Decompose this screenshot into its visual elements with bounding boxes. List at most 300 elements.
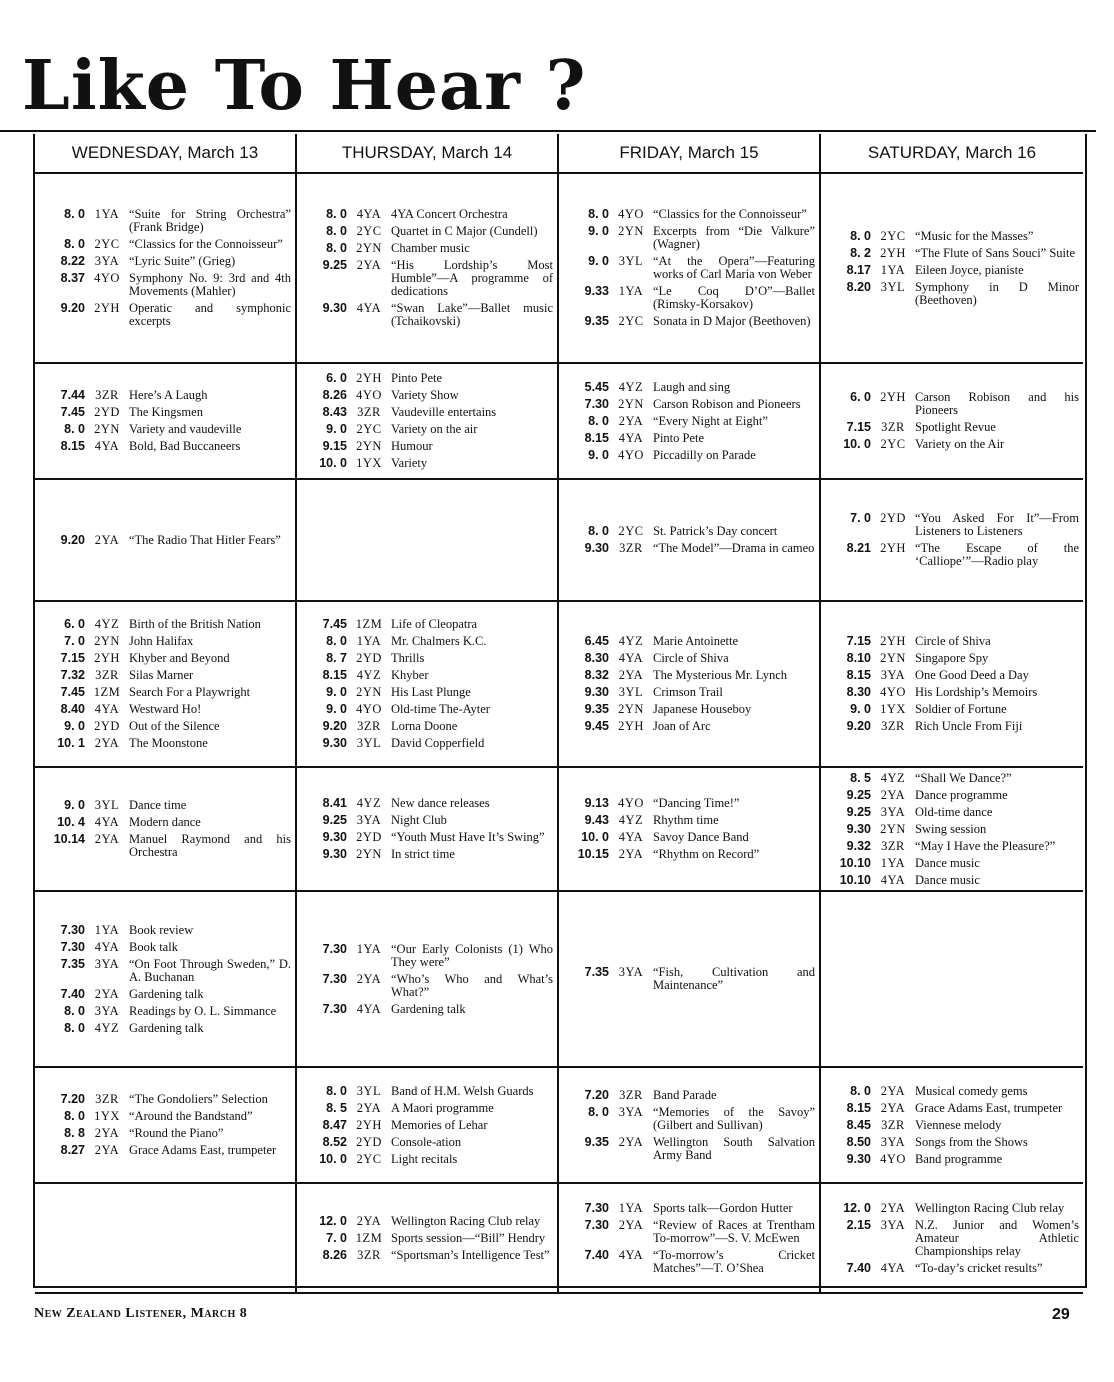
- programme-programme: Dance music: [915, 872, 980, 887]
- programme-entry: [41, 423, 291, 436]
- programme-entry: [303, 423, 553, 436]
- programme-time: 9.32: [846, 838, 871, 853]
- programme-entry: [565, 225, 815, 251]
- programme-time: 10. 1: [57, 736, 85, 750]
- programme-station: 2YH: [94, 301, 120, 315]
- programme-entry: [827, 789, 1079, 802]
- programme-time: 7.45: [322, 617, 347, 631]
- programme-entry: [41, 703, 291, 716]
- programme-entry: [827, 669, 1079, 682]
- programme-programme: “Sportsman’s Intelligence Test”: [391, 1247, 550, 1262]
- programme-entry: [41, 816, 291, 829]
- programme-time: 8.20: [846, 279, 871, 294]
- programme-programme: Swing session: [915, 821, 987, 836]
- programme-entry: [827, 247, 1079, 260]
- programme-station: 4YA: [356, 207, 382, 221]
- programme-station: 2YN: [94, 634, 120, 648]
- programme-station: 4YA: [880, 872, 906, 887]
- programme-entry: [827, 1102, 1079, 1115]
- programme-time: 7.15: [846, 634, 871, 648]
- programme-station: 2YC: [880, 228, 906, 243]
- programme-programme: “Classics for the Connoisseur”: [129, 237, 283, 251]
- programme-station: 4YA: [618, 1247, 644, 1262]
- programme-programme: Readings by O. L. Simmance: [129, 1003, 277, 1018]
- programme-programme: “At the Opera”—Featuring works of Carl Maria von Weber: [653, 254, 815, 281]
- schedule-cell: [821, 1184, 1083, 1294]
- programme-station: 4YO: [94, 271, 120, 285]
- programme-time: 8.27: [60, 1143, 85, 1157]
- programme-station: 1YX: [880, 702, 906, 716]
- programme-time: 9.25: [846, 787, 871, 802]
- programme-entry: [41, 406, 291, 419]
- programme-entry: [41, 635, 291, 648]
- programme-programme: “To-morrow’s Cricket Matches”—T. O’Shea: [653, 1247, 815, 1275]
- programme-programme: Westward Ho!: [129, 702, 202, 716]
- programme-programme: “Our Early Colonists (1) Who They were”: [391, 941, 553, 969]
- programme-time: 9.13: [584, 796, 609, 810]
- programme-entry: [303, 1102, 553, 1115]
- programme-entry: [41, 302, 291, 328]
- programme-entry: [303, 1136, 553, 1149]
- programme-programme: Circle of Shiva: [915, 634, 991, 648]
- programme-station: 3YL: [94, 798, 120, 812]
- programme-entry: [303, 457, 553, 470]
- programme-time: 8. 0: [326, 1083, 347, 1098]
- programme-entry: [827, 438, 1079, 451]
- programme-time: 8. 0: [64, 1109, 85, 1123]
- programme-station: 4YZ: [356, 796, 382, 810]
- programme-time: 8.10: [846, 651, 871, 665]
- programme-station: 3YA: [880, 804, 906, 819]
- programme-entry: [41, 652, 291, 665]
- programme-station: 2YA: [356, 1213, 382, 1228]
- programme-time: 8.17: [846, 262, 871, 277]
- programme-time: 8.15: [322, 668, 347, 682]
- programme-time: 8. 0: [588, 1104, 609, 1119]
- programme-station: 4YZ: [94, 617, 120, 631]
- programme-time: 12. 0: [319, 1213, 347, 1228]
- programme-entry: [827, 703, 1079, 716]
- programme-time: 8.22: [60, 254, 85, 268]
- programme-time: 9. 0: [326, 702, 347, 716]
- programme-programme: Variety Show: [391, 388, 459, 402]
- programme-programme: Sports session—“Bill” Hendry: [391, 1230, 546, 1245]
- programme-station: 1YA: [356, 634, 382, 648]
- programme-programme: “The Escape of the ‘Calliope’”—Radio play: [915, 541, 1079, 568]
- programme-time: 9.43: [584, 813, 609, 827]
- programme-programme: “The Model”—Drama in cameo: [653, 541, 815, 555]
- programme-entry: [565, 398, 815, 411]
- programme-station: 1ZM: [355, 617, 383, 631]
- programme-station: 2YC: [618, 314, 644, 328]
- programme-station: 2YH: [880, 634, 906, 648]
- programme-time: 7.30: [322, 941, 347, 956]
- programme-station: 1ZM: [355, 1230, 383, 1245]
- programme-time: 7. 0: [64, 634, 85, 648]
- programme-station: 2YA: [94, 1126, 120, 1140]
- programme-station: 2YA: [356, 971, 382, 986]
- programme-time: 8. 0: [64, 1003, 85, 1018]
- programme-programme: Variety and vaudeville: [129, 422, 242, 436]
- programme-station: 3YA: [94, 956, 120, 971]
- programme-programme: Life of Cleopatra: [391, 617, 478, 631]
- programme-entry: [827, 281, 1079, 307]
- programme-programme: The Mysterious Mr. Lynch: [653, 668, 788, 682]
- programme-station: 2YH: [880, 541, 906, 555]
- programme-programme: Pinto Pete: [391, 371, 443, 385]
- programme-station: 2YC: [356, 422, 382, 436]
- programme-programme: “Round the Piano”: [129, 1126, 224, 1140]
- programme-programme: Light recitals: [391, 1151, 458, 1166]
- schedule-cell: [821, 1068, 1083, 1184]
- programme-station: 2YH: [618, 719, 644, 733]
- programme-time: 7.20: [584, 1087, 609, 1102]
- programme-programme: Dance music: [915, 855, 980, 870]
- programme-time: 8.15: [60, 439, 85, 453]
- programme-programme: In strict time: [391, 847, 455, 861]
- programme-programme: Viennese melody: [915, 1117, 1002, 1132]
- programme-time: 9.20: [846, 719, 871, 733]
- programme-entry: [303, 1249, 553, 1262]
- programme-station: 4YO: [618, 447, 644, 462]
- programme-programme: Rich Uncle From Fiji: [915, 719, 1023, 733]
- programme-station: 4YA: [618, 651, 644, 665]
- programme-entry: [303, 406, 553, 419]
- programme-station: 2YA: [356, 258, 382, 272]
- programme-programme: “To-day’s cricket results”: [915, 1260, 1043, 1275]
- programme-entry: [827, 542, 1079, 568]
- day-header-wednesday: WEDNESDAY, March 13: [35, 134, 297, 174]
- programme-station: 4YA: [356, 1001, 382, 1016]
- programme-programme: Wellington Racing Club relay: [391, 1213, 541, 1228]
- programme-entry: [41, 255, 291, 268]
- programme-time: 9.35: [584, 1134, 609, 1149]
- programme-time: 9. 0: [588, 447, 609, 462]
- programme-station: 2YN: [94, 422, 120, 436]
- programme-time: 7.15: [846, 420, 871, 434]
- programme-time: 8.26: [322, 388, 347, 402]
- programme-entry: [303, 686, 553, 699]
- programme-programme: Birth of the British Nation: [129, 617, 261, 631]
- programme-entry: [303, 737, 553, 750]
- programme-station: 2YA: [618, 668, 644, 682]
- programme-station: 2YA: [618, 1134, 644, 1149]
- programme-entry: [41, 1144, 291, 1157]
- programme-station: 4YA: [356, 301, 382, 315]
- programme-programme: Crimson Trail: [653, 685, 723, 699]
- programme-programme: Gardening talk: [129, 1020, 204, 1035]
- programme-entry: [827, 1119, 1079, 1132]
- programme-time: 10. 0: [319, 456, 347, 470]
- programme-time: 9. 0: [588, 254, 609, 268]
- programme-entry: [565, 449, 815, 462]
- programme-entry: [41, 1005, 291, 1018]
- programme-programme: Old-time The-Ayter: [391, 702, 490, 716]
- programme-entry: [303, 618, 553, 631]
- programme-entry: [565, 255, 815, 281]
- programme-time: 8. 7: [326, 651, 347, 665]
- programme-time: 7.35: [584, 965, 609, 979]
- programme-time: 8.43: [322, 405, 347, 419]
- programme-entry: [41, 618, 291, 631]
- programme-time: 7.40: [584, 1247, 609, 1262]
- programme-station: 3YL: [356, 736, 382, 750]
- programme-programme: “Classics for the Connoisseur”: [653, 207, 807, 221]
- programme-station: 2YA: [94, 532, 120, 547]
- schedule-cell: [821, 768, 1083, 892]
- programme-station: 3YA: [618, 965, 644, 979]
- programme-entry: [41, 737, 291, 750]
- programme-station: 4YO: [618, 207, 644, 221]
- programme-station: 3YA: [356, 813, 382, 827]
- programme-programme: “His Lordship’s Most Humble”—A programme of dedications: [391, 258, 553, 298]
- programme-time: 8. 0: [850, 1083, 871, 1098]
- programme-entry: [303, 208, 553, 221]
- programme-entry: [41, 389, 291, 402]
- programme-station: 4YO: [356, 388, 382, 402]
- programme-entry: [827, 1202, 1079, 1215]
- day-header-saturday: SATURDAY, March 16: [821, 134, 1083, 174]
- programme-time: 8. 5: [850, 770, 871, 785]
- programme-station: 3ZR: [357, 405, 381, 419]
- programme-station: 4YZ: [618, 634, 644, 648]
- page-title: Like To Hear ?: [22, 46, 587, 126]
- programme-station: 3ZR: [357, 719, 381, 733]
- programme-programme: New dance releases: [391, 796, 490, 810]
- schedule-cell: [821, 364, 1083, 480]
- programme-station: 2YH: [94, 651, 120, 665]
- programme-station: 2YA: [618, 413, 644, 428]
- programme-time: 9.30: [846, 821, 871, 836]
- programme-entry: [827, 857, 1079, 870]
- programme-entry: [303, 1153, 553, 1166]
- schedule-cell: [559, 480, 821, 602]
- programme-entry: [41, 988, 291, 1001]
- programme-programme: Sports talk—Gordon Hutter: [653, 1200, 793, 1215]
- programme-programme: Circle of Shiva: [653, 651, 729, 665]
- programme-time: 9.20: [60, 301, 85, 315]
- programme-entry: [565, 831, 815, 844]
- programme-station: 3YA: [94, 1003, 120, 1018]
- programme-entry: [827, 652, 1079, 665]
- programme-programme: Band of H.M. Welsh Guards: [391, 1083, 534, 1098]
- programme-station: 4YZ: [94, 1020, 120, 1035]
- schedule-cell: [559, 1184, 821, 1294]
- programme-programme: Savoy Dance Band: [653, 830, 749, 844]
- programme-entry: [565, 415, 815, 428]
- programme-station: 2YN: [356, 241, 382, 255]
- programme-station: 2YN: [356, 439, 382, 453]
- programme-programme: “Suite for String Orchestra” (Frank Bridge): [129, 207, 291, 234]
- programme-programme: “Le Coq D’O”—Ballet (Rimsky-Korsakov): [653, 284, 815, 311]
- programme-programme: “Around the Bandstand”: [129, 1109, 253, 1123]
- programme-time: 8.30: [584, 651, 609, 665]
- programme-station: 1YA: [356, 941, 382, 956]
- programme-entry: [41, 1022, 291, 1035]
- programme-station: 4YA: [618, 430, 644, 445]
- schedule-cell: [297, 892, 559, 1068]
- programme-programme: Japanese Houseboy: [653, 702, 752, 716]
- programme-station: 3YL: [880, 279, 906, 294]
- programme-time: 7.30: [322, 1001, 347, 1016]
- programme-time: 8.45: [846, 1117, 871, 1132]
- programme-station: 4YZ: [618, 813, 644, 827]
- programme-station: 3ZR: [95, 668, 119, 682]
- schedule-cell: [297, 1184, 559, 1294]
- programme-time: 8. 0: [588, 413, 609, 428]
- programme-time: 6. 0: [326, 371, 347, 385]
- programme-time: 9.45: [584, 719, 609, 733]
- programme-station: 4YA: [94, 702, 120, 716]
- programme-time: 8. 0: [64, 237, 85, 251]
- programme-entry: [303, 831, 553, 844]
- programme-programme: “Every Night at Eight”: [653, 413, 768, 428]
- programme-station: 2YA: [880, 787, 906, 802]
- programme-entry: [303, 703, 553, 716]
- programme-time: 8.47: [322, 1117, 347, 1132]
- programme-time: 10. 0: [843, 437, 871, 451]
- programme-entry: [565, 720, 815, 733]
- programme-station: 3ZR: [619, 1087, 643, 1102]
- schedule-cell: [559, 768, 821, 892]
- programme-entry: [41, 1110, 291, 1123]
- programme-programme: “May I Have the Pleasure?”: [915, 838, 1056, 853]
- programme-entry: [303, 669, 553, 682]
- programme-station: 3YL: [356, 1083, 382, 1098]
- programme-station: 3ZR: [357, 1247, 381, 1262]
- programme-entry: [827, 635, 1079, 648]
- schedule-cell: [559, 1068, 821, 1184]
- programme-entry: [41, 1093, 291, 1106]
- programme-time: 7.30: [60, 922, 85, 937]
- programme-programme: His Last Plunge: [391, 685, 471, 699]
- programme-programme: Joan of Arc: [653, 719, 711, 733]
- programme-entry: [565, 432, 815, 445]
- programme-station: 4YA: [618, 830, 644, 844]
- programme-entry: [827, 512, 1079, 538]
- programme-programme: Soldier of Fortune: [915, 702, 1007, 716]
- programme-entry: [565, 797, 815, 810]
- programme-entry: [565, 1136, 815, 1162]
- programme-station: 2YA: [356, 1100, 382, 1115]
- programme-entry: [565, 525, 815, 538]
- programme-station: 2YA: [618, 1217, 644, 1232]
- programme-programme: Band Parade: [653, 1087, 717, 1102]
- programme-time: 9.25: [322, 813, 347, 827]
- programme-station: 2YD: [880, 511, 906, 525]
- programme-programme: Dance time: [129, 798, 187, 812]
- programme-station: 2YC: [880, 437, 906, 451]
- programme-station: 3ZR: [95, 388, 119, 402]
- programme-time: 8.26: [322, 1247, 347, 1262]
- programme-time: 9.15: [322, 439, 347, 453]
- programme-programme: Marie Antoinette: [653, 634, 739, 648]
- programme-programme: Carson Robison and Pioneers: [653, 396, 801, 411]
- schedule-cell: [559, 364, 821, 480]
- programme-entry: [565, 208, 815, 221]
- programme-station: 3YA: [94, 254, 120, 268]
- programme-station: 1YX: [356, 456, 382, 470]
- programme-entry: [827, 686, 1079, 699]
- page-number: 29: [1052, 1306, 1070, 1323]
- schedule-cell: [297, 480, 559, 602]
- programme-time: 8. 0: [326, 634, 347, 648]
- programme-programme: “Youth Must Have It’s Swing”: [391, 830, 545, 844]
- programme-entry: [303, 1232, 553, 1245]
- programme-entry: [303, 1003, 553, 1016]
- programme-station: 4YA: [94, 439, 120, 453]
- programme-entry: [303, 372, 553, 385]
- programme-time: 8. 0: [850, 228, 871, 243]
- programme-entry: [41, 924, 291, 937]
- programme-station: 2YN: [618, 396, 644, 411]
- programme-station: 2YC: [356, 224, 382, 238]
- programme-entry: [41, 799, 291, 812]
- schedule-cell: [35, 1184, 297, 1294]
- programme-time: 9. 0: [588, 224, 609, 238]
- programme-station: 1YX: [94, 1109, 120, 1123]
- programme-entry: [41, 1127, 291, 1140]
- programme-programme: Mr. Chalmers K.C.: [391, 634, 487, 648]
- programme-entry: [565, 669, 815, 682]
- programme-station: 3ZR: [881, 1117, 905, 1132]
- programme-entry: [303, 797, 553, 810]
- programme-programme: Night Club: [391, 813, 447, 827]
- programme-entry: [303, 652, 553, 665]
- programme-station: 4YA: [94, 939, 120, 954]
- programme-time: 8.30: [846, 685, 871, 699]
- programme-programme: Eileen Joyce, pianiste: [915, 262, 1024, 277]
- programme-programme: John Halifax: [129, 634, 194, 648]
- programme-time: 8.41: [322, 796, 347, 810]
- programme-time: 8. 0: [326, 224, 347, 238]
- programme-programme: David Copperfield: [391, 736, 485, 750]
- programme-programme: Search For a Playwright: [129, 685, 251, 699]
- programme-programme: Operatic and symphonic excerpts: [129, 301, 291, 328]
- programme-programme: Gardening talk: [391, 1001, 466, 1016]
- programme-programme: Quartet in C Major (Cundell): [391, 224, 538, 238]
- programme-station: 2YN: [880, 651, 906, 665]
- programme-programme: A Maori programme: [391, 1100, 494, 1115]
- schedule-cell: [559, 602, 821, 768]
- programme-station: 3ZR: [881, 719, 905, 733]
- schedule-cell: [559, 892, 821, 1068]
- programme-time: 8.15: [584, 430, 609, 445]
- top-rule: [0, 130, 1096, 132]
- programme-programme: “Review of Races at Trentham To-morrow”—S. V. McEwen: [653, 1217, 815, 1245]
- programme-time: 8.32: [584, 668, 609, 682]
- schedule-cell: [35, 480, 297, 602]
- programme-entry: [565, 848, 815, 861]
- programme-time: 8.40: [60, 702, 85, 716]
- programme-programme: Piccadilly on Parade: [653, 447, 756, 462]
- programme-station: 3YL: [618, 685, 644, 699]
- programme-station: 4YO: [356, 702, 382, 716]
- programme-entry: [827, 1136, 1079, 1149]
- programme-time: 10. 4: [57, 815, 85, 829]
- programme-time: 8. 0: [326, 207, 347, 221]
- programme-entry: [827, 806, 1079, 819]
- programme-programme: Thrills: [391, 651, 425, 665]
- programme-station: 3ZR: [881, 420, 905, 434]
- schedule-cell: [559, 174, 821, 364]
- programme-time: 8. 8: [64, 1126, 85, 1140]
- programme-station: 1YA: [880, 262, 906, 277]
- programme-entry: [827, 1153, 1079, 1166]
- schedule-cell: [821, 480, 1083, 602]
- schedule-cell: [297, 768, 559, 892]
- programme-programme: Musical comedy gems: [915, 1083, 1028, 1098]
